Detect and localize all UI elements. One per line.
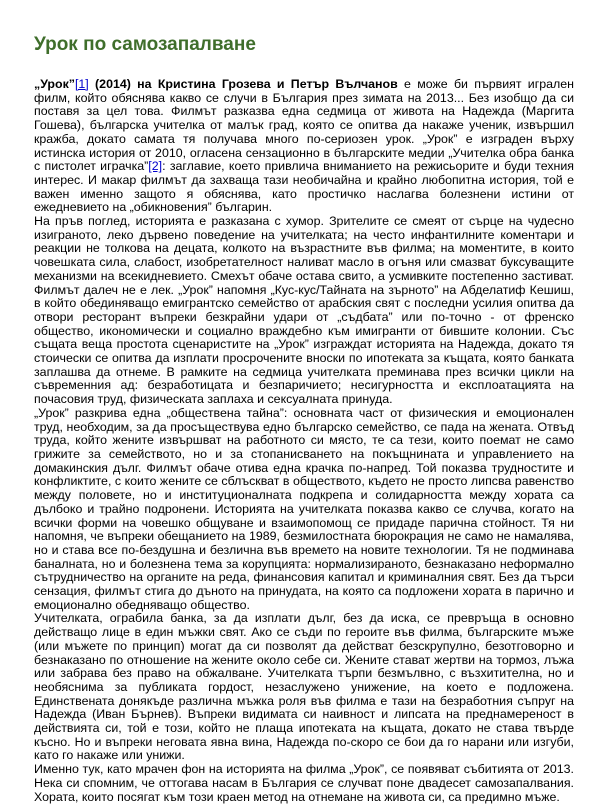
footnote-link-1[interactable]: [1]: [74, 77, 89, 91]
paragraph-intro-text-b: : заглавие, което привлича вниманието на режисьорите и буди техния интерес. И макар филмът да захваща тази необичайна и крайно любопитна история, той е важен именно защото я обяснява, като простичко наслагва болезнени истини от ежедневието на „обикновения” българин.: [34, 159, 575, 215]
lead-credits: (2014) на Кристина Грозева и Петър Вълчанов: [88, 77, 398, 91]
lead-film-title: „Урок”: [34, 77, 75, 91]
paragraph-5: Именно тук, като мрачен фон на историята на филма „Урок”, се появяват събитията от 2013. Нека си спомним, че оттогава насам в България се случват поне двадесет самозапалвания. Хората, които посягат към този краен метод на отнемане на живота си, са предимно мъже.: [34, 762, 574, 804]
footnote-link-2[interactable]: [2]: [148, 159, 163, 174]
article-body: [34, 78, 574, 804]
paragraph-intro: [34, 78, 574, 215]
paragraph-intro-text-a: е може би първият игрален филм, който обяснява какво се случи в България през зимата на 2013... Без изобщо да си поставя за цел това. Филмът разказва една седмица от живота на Надежда (Маргита Гошева), българска учителка от малък град, която се опитва да накаже ученик, извършил кражба, докато самата тя получава много по-сериозен урок. „Урок” е изграден върху истинска история от 2010, огласена сензационно в българските медии „Учителка обра банка с пистолет играчка”: [34, 77, 574, 174]
article-title: Урок по самозапалване: [34, 34, 256, 55]
paragraph-2: На пръв поглед, историята е разказана с хумор. Зрителите се смеят от сърце на чудесно изиграното, леко дървено поведение на учителката; на често инфантилните коментари и реакции не толкова на децата, колкото на възрастните във филма; на моментите, в които човешката сила, слабост, изобретателност наливат масло в огъня или смазват буксуващите механизми на всекидневието. Смехът обаче остава свито, а усмивките постепенно застиват. Филмът далеч не е лек. „Урок” напомня „Кус-кус/Тайната на зърното” на Абделатиф Кешиш, в който обединяващо емигрантско семейство от арабския свят с последни усилия опитва да отвори ресторант въпреки безкрайни удари от „съдбата” или по-точно - от френско общество, икономически и социално враждебно към имигранти от бившите колонии. Със същата веща простота сценаристите на „Урок” изграждат историята на Надежда, докато тя стоически се опитва да изплати просрочените вноски по ипотеката за къщата, която банката заплашва да отнеме. В рамките на седмица учителката преминава през всички цикли на съвременния ад: безработицата и безпаричието; несигурността и експлоатацията на почасовия труд, физическата заплаха и сексуалната принуда.: [34, 214, 574, 407]
paragraph-4: Учителката, ограбила банка, за да изплати дълг, без да иска, се превръща в основно действащо лице в един мъжки свят. Ако се съди по героите във филма, българските мъже (или мъжете по принцип) могат да си позволят да действат безскрупулно, безотговорно и безнаказано по отношение на жените около себе си. Жените стават жертви на тормоз, лъжа или забрава без право на обжалване. Учителката търпи безмълвно, с възхитителна, но и необяснима за публиката гордост, незаслужено унижение, на което е подложена. Единствената донякъде различна мъжка роля във филма е тази на безработния съпруг на Надежда (Иван Бърнев). Въпреки видимата си наивност и липсата на преднамереност в действията си, той е този, който не плаща ипотеката на къщата, докато не става твърде късно. Но и въпреки неговата явна вина, Надежда по-скоро се бои да го нарани или изгуби, като го накаже или унижи.: [34, 611, 574, 763]
paragraph-3: „Урок” разкрива една „обществена тайна”: основната част от физическия и емоционален труд, необходим, за да просъществува едно българско семейство, се пада на жената. Отвъд труда, който жените извършват на работното си място, те са тези, които поемат не само грижите за семейството, но и за стопанисването на покъщнината и управлението на домакинския дълг. Филмът обаче отива една крачка по-напред. Той показва трудностите и конфликтите, с които жените се сблъскват в обществото, където не просто липсва равенство между половете, но и институционалната подкрепа и солидарността между хората са дълбоко и трайно подронени. Историята на учителката показва какво се случва, когато на всички форми на човешко общуване и взаимопомощ се придаде парична стойност. Тя ни напомня, че въпреки обещанието на 1989, безмилостната бюрокрация не само не намалява, но и става все по-бездушна и безлична във времето на новите технологии. Тя не подминава баналната, но и болезнена тема за корупцията: нормализираното, безнаказано неформално сътрудничество на органите на реда, финансовия капитал и криминалния свят. Без да търси сензация, филмът стига до дъното на принудата, на която са подложени хората в парично и емоционално обедняващо общество.: [34, 405, 574, 612]
